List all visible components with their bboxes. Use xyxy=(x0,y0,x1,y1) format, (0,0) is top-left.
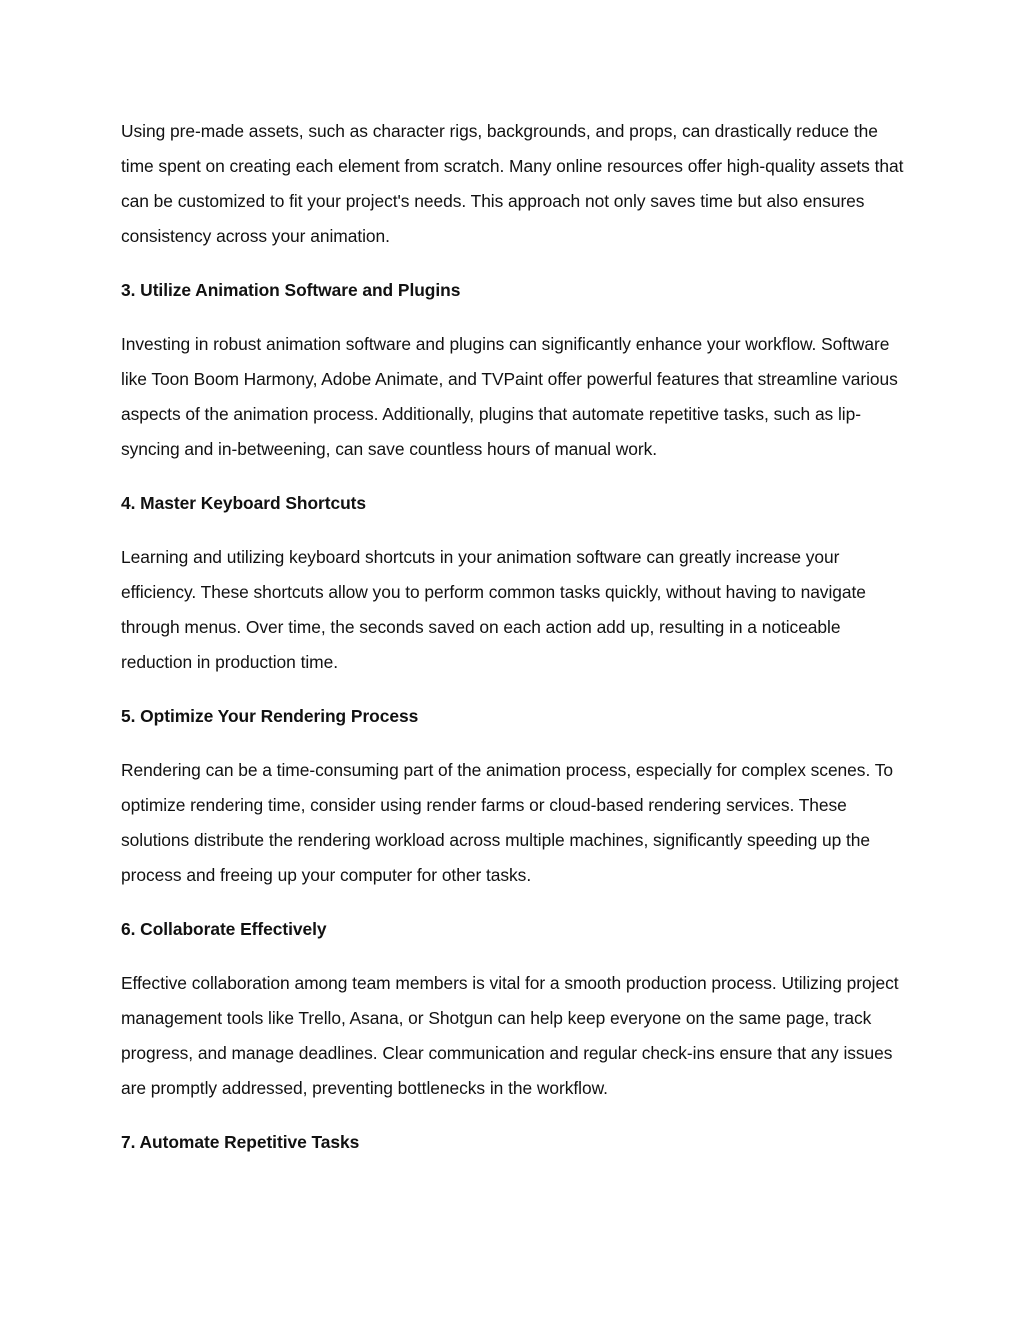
paragraph-animation-software: Investing in robust animation software and plugins can significantly enhance your workflow. Software like Toon Boom Harmony, Adobe Animate, and TVPaint offer powerful features that streamline various aspects of the animation process. Additionally, plugins that automate repetitive tasks, such as lip-syncing and in-betweening, can save countless hours of manual work. xyxy=(121,334,898,459)
document-page xyxy=(121,114,911,1179)
heading-rendering-process: 5. Optimize Your Rendering Process xyxy=(121,706,419,726)
heading-automate-tasks: 7. Automate Repetitive Tasks xyxy=(121,1132,360,1152)
heading-animation-software: 3. Utilize Animation Software and Plugins xyxy=(121,280,461,300)
heading-keyboard-shortcuts: 4. Master Keyboard Shortcuts xyxy=(121,493,367,513)
paragraph-rendering-process: Rendering can be a time-consuming part of the animation process, especially for complex scenes. To optimize rendering time, consider using render farms or cloud-based rendering services. These solutions distribute the rendering workload across multiple machines, significantly speeding up the process and freeing up your computer for other tasks. xyxy=(121,760,893,885)
paragraph-collaborate: Effective collaboration among team members is vital for a smooth production process. Utilizing project management tools like Trello, Asana, or Shotgun can help keep everyone on the same page, track progress, and manage deadlines. Clear communication and regular check-ins ensure that any issues are promptly addressed, preventing bottlenecks in the workflow. xyxy=(121,973,899,1098)
heading-collaborate: 6. Collaborate Effectively xyxy=(121,919,327,939)
paragraph-keyboard-shortcuts: Learning and utilizing keyboard shortcuts in your animation software can greatly increase your efficiency. These shortcuts allow you to perform common tasks quickly, without having to navigate through menus. Over time, the seconds saved on each action add up, resulting in a noticeable reduction in production time. xyxy=(121,547,866,672)
paragraph-premade-assets: Using pre-made assets, such as character rigs, backgrounds, and props, can drastically reduce the time spent on creating each element from scratch. Many online resources offer high-quality assets that can be customized to fit your project's needs. This approach not only saves time but also ensures consistency across your animation. xyxy=(121,121,904,246)
